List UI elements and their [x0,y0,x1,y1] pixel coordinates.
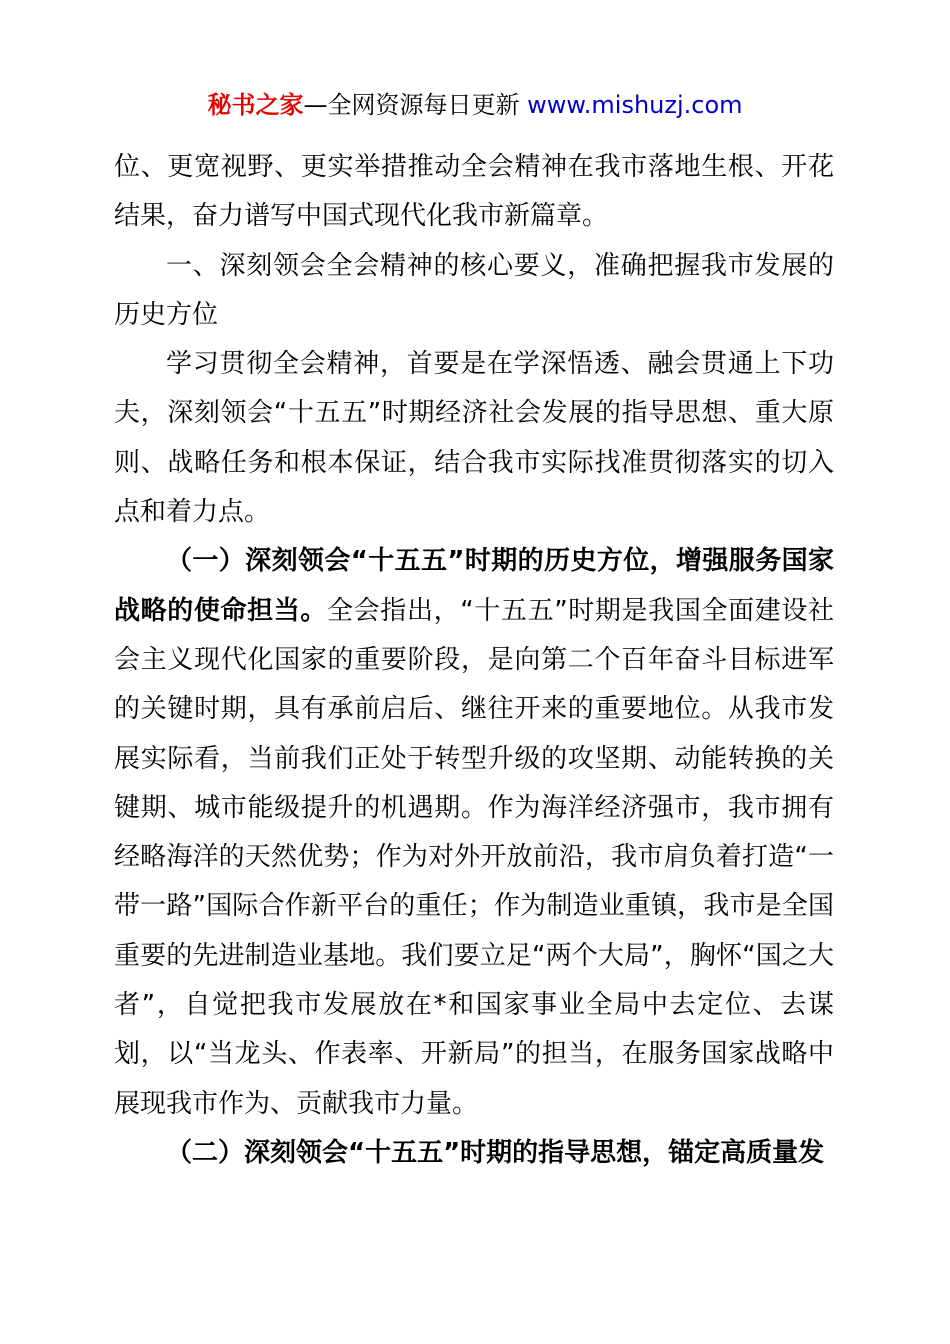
brand-name: 秘书之家 [207,91,304,119]
paragraph-subsection-2 [114,1129,834,1178]
subsection-2-heading: （二）深刻领会“十五五”时期的指导思想，锚定高质量发 [166,1137,825,1168]
document-body [114,143,834,1178]
paragraph-continuation: 位、更宽视野、更实举措推动全会精神在我市落地生根、开花结果，奋力谱写中国式现代化我市新篇章。 [114,152,834,232]
header-tagline: —全网资源每日更新 [303,91,528,119]
site-url-link[interactable]: www.mishuzj.com [527,91,743,119]
paragraph-subsection-1 [114,537,834,1129]
site-header [0,88,950,122]
section-heading-1: 一、深刻领会全会精神的核心要义，准确把握我市发展的历史方位 [114,250,834,330]
subsection-1-heading: （一）深刻领会“十五五”时期的历史方位，增强服务国家战略的使命担当。 [114,546,834,626]
paragraph-intro: 学习贯彻全会精神，首要是在学深悟透、融会贯通上下功夫，深刻领会“十五五”时期经济社会发展的指导思想、重大原则、战略任务和根本保证，结合我市实际找准贯彻落实的切入点和着力点。 [114,349,834,528]
subsection-1-body: 全会指出，“十五五”时期是我国全面建设社会主义现代化国家的重要阶段，是向第二个百年奋斗目标进军的关键时期，具有承前启后、继往开来的重要地位。从我市发展实际看，当前我们正处于转型升级的攻坚期、动能转换的关键期、城市能级提升的机遇期。作为海洋经济强市，我市拥有经略海洋的天然优势；作为对外开放前沿，我市肩负着打造“一带一路”国际合作新平台的重任；作为制造业重镇，我市是全国重要的先进制造业基地。我们要立足“两个大局”，胸怀“国之大者”，自觉把我市发展放在*和国家事业全局中去定位、去谋划，以“当龙头、作表率、开新局”的担当，在服务国家战略中展现我市作为、贡献我市力量。 [114,595,834,1119]
